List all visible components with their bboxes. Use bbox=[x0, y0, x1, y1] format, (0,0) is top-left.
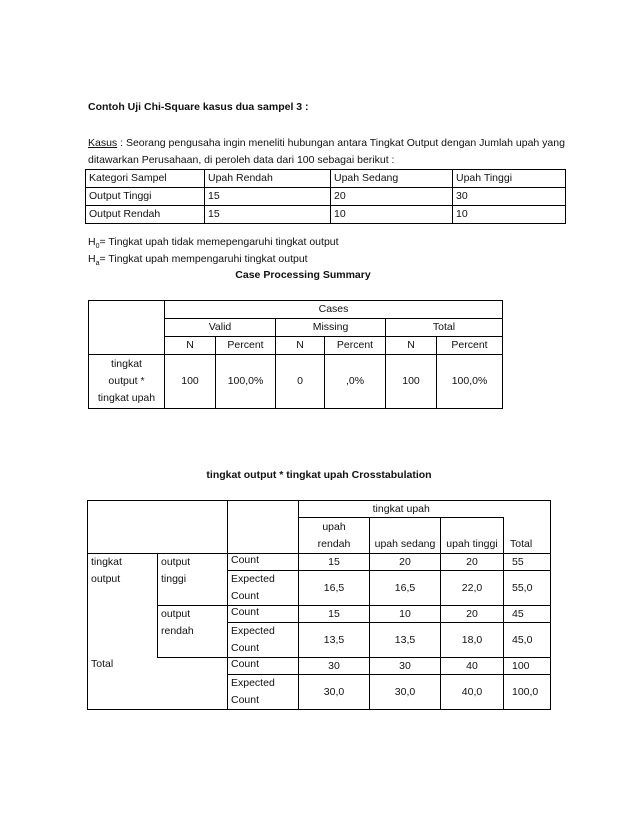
table-cell: 100 bbox=[386, 355, 437, 409]
table-cell: 40 bbox=[441, 658, 504, 675]
stat-label-line: Expected bbox=[231, 625, 275, 637]
row-category-line: rendah bbox=[161, 625, 194, 637]
table-row bbox=[86, 170, 566, 188]
table-cell: 30,0 bbox=[299, 675, 370, 710]
table-cell: 30 bbox=[370, 658, 441, 675]
sub-header: N bbox=[386, 337, 437, 355]
table-cell: 20 bbox=[370, 554, 441, 571]
row-category bbox=[158, 554, 228, 606]
kasus-line-1 bbox=[88, 137, 565, 149]
hypothesis-ha: $H_a=$ Tingkat upah mempengaruhi tingkat output bbox=[88, 253, 308, 268]
table-cell: 10 bbox=[370, 606, 441, 623]
stat-label: Count bbox=[228, 606, 299, 623]
sub-header: N bbox=[165, 337, 216, 355]
stat-label-line: Count bbox=[231, 590, 260, 602]
stat-label bbox=[228, 623, 299, 658]
crosstab-title: tingkat output * tingkat upah Crosstabulation bbox=[206, 469, 432, 481]
group-header: Total bbox=[386, 319, 503, 337]
table-row bbox=[88, 606, 551, 623]
stat-label-line: Count bbox=[231, 642, 260, 654]
table-cell: 15 bbox=[205, 206, 331, 224]
kasus-label: Kasus bbox=[88, 137, 118, 149]
corner-cell bbox=[228, 501, 299, 554]
table-row bbox=[86, 188, 566, 206]
sub-header: Percent bbox=[216, 337, 276, 355]
group-header: Valid bbox=[165, 319, 276, 337]
blank-cell bbox=[504, 501, 551, 518]
table-cell: 30 bbox=[453, 188, 566, 206]
kasus-text-1: : Seorang pengusaha ingin meneliti hubungan antara Tingkat Output dengan Jumlah upah yang bbox=[117, 137, 565, 149]
table-cell: 10 bbox=[331, 206, 453, 224]
col-header: Total bbox=[504, 518, 551, 554]
table-cell: 15 bbox=[205, 188, 331, 206]
table-cell: 13,5 bbox=[370, 623, 441, 658]
sub-header: N bbox=[276, 337, 325, 355]
row-var-label bbox=[88, 554, 158, 658]
col-header-text: upah rendah bbox=[317, 520, 351, 550]
table-cell: 20 bbox=[331, 188, 453, 206]
h0-text: = Tingkat upah tidak memepengaruhi tingkat output bbox=[99, 236, 339, 248]
ha-subscript: a bbox=[95, 260, 100, 268]
table-cell: Output Tinggi bbox=[86, 188, 205, 206]
cps-title: Case Processing Summary bbox=[235, 269, 371, 281]
sub-header: Percent bbox=[437, 337, 503, 355]
row-var-line: tingkat bbox=[91, 556, 122, 568]
table-cell: 15 bbox=[299, 606, 370, 623]
total-label: Total bbox=[88, 658, 228, 710]
table-row bbox=[89, 355, 503, 409]
stat-label: Count bbox=[228, 658, 299, 675]
table-cell: 20 bbox=[441, 606, 504, 623]
stat-label-line: Expected bbox=[231, 677, 275, 689]
col-header bbox=[299, 518, 370, 554]
table-cell: 15 bbox=[299, 554, 370, 571]
table-row bbox=[88, 501, 551, 518]
table-cell: 100,0% bbox=[216, 355, 276, 409]
kasus-line-2: ditawarkan Perusahaan, di peroleh data dari 100 sebagai berikut : bbox=[88, 154, 395, 166]
table-cell: 45 bbox=[504, 606, 551, 623]
table-cell: 40,0 bbox=[441, 675, 504, 710]
case-processing-table bbox=[88, 300, 503, 409]
table-cell: 100,0% bbox=[437, 355, 503, 409]
row-label bbox=[89, 355, 165, 409]
h0-subscript: 0 bbox=[95, 243, 100, 251]
table-cell: 22,0 bbox=[441, 571, 504, 606]
table-cell: 30 bbox=[299, 658, 370, 675]
row-category-line: output bbox=[161, 608, 191, 620]
table-row bbox=[88, 658, 551, 675]
table-cell: 18,0 bbox=[441, 623, 504, 658]
table-cell: 45,0 bbox=[504, 623, 551, 658]
table-cell: 0 bbox=[276, 355, 325, 409]
cases-header: Cases bbox=[165, 301, 503, 319]
table-cell: 100 bbox=[165, 355, 216, 409]
stat-label-line: Expected bbox=[231, 573, 275, 585]
header-cell: Upah Tinggi bbox=[453, 170, 566, 188]
table-cell: ,0% bbox=[325, 355, 386, 409]
table-cell: 100 bbox=[504, 658, 551, 675]
table-row bbox=[86, 206, 566, 224]
sample-table bbox=[85, 169, 566, 224]
row-label-line: tingkat upah bbox=[97, 392, 156, 404]
col-group-header: tingkat upah bbox=[299, 501, 504, 518]
group-header: Missing bbox=[276, 319, 386, 337]
example-title: Contoh Uji Chi-Square kasus dua sampel 3 : bbox=[88, 101, 309, 113]
stat-label bbox=[228, 571, 299, 606]
table-row bbox=[89, 301, 503, 319]
stat-label bbox=[228, 675, 299, 710]
col-header: upah tinggi bbox=[441, 518, 504, 554]
table-cell: 100,0 bbox=[504, 675, 551, 710]
table-cell: 55,0 bbox=[504, 571, 551, 606]
sub-header: Percent bbox=[325, 337, 386, 355]
row-var-line: output bbox=[91, 573, 121, 585]
header-cell: Upah Rendah bbox=[205, 170, 331, 188]
ha-text: = Tingkat upah mempengaruhi tingkat output bbox=[99, 253, 308, 265]
row-label-line: output * bbox=[108, 375, 145, 387]
header-cell: Kategori Sampel bbox=[86, 170, 205, 188]
header-cell: Upah Sedang bbox=[331, 170, 453, 188]
crosstab-table bbox=[87, 500, 551, 710]
corner-cell bbox=[89, 301, 165, 355]
table-cell: 55 bbox=[504, 554, 551, 571]
table-cell: 16,5 bbox=[370, 571, 441, 606]
stat-label-line: Count bbox=[231, 694, 260, 706]
table-cell: Output Rendah bbox=[86, 206, 205, 224]
col-header: upah sedang bbox=[370, 518, 441, 554]
row-label-line: tingkat bbox=[111, 358, 142, 370]
table-cell: 20 bbox=[441, 554, 504, 571]
table-cell: 10 bbox=[453, 206, 566, 224]
table-cell: 13,5 bbox=[299, 623, 370, 658]
table-cell: 30,0 bbox=[370, 675, 441, 710]
hypothesis-h0: $H_0=$ Tingkat upah tidak memepengaruhi tingkat output bbox=[88, 236, 339, 251]
stat-label: Count bbox=[228, 554, 299, 571]
table-row bbox=[88, 554, 551, 571]
table-cell: 16,5 bbox=[299, 571, 370, 606]
corner-cell bbox=[88, 501, 228, 554]
row-category-line: tinggi bbox=[161, 573, 187, 585]
row-category-line: output bbox=[161, 556, 191, 568]
row-category bbox=[158, 606, 228, 658]
